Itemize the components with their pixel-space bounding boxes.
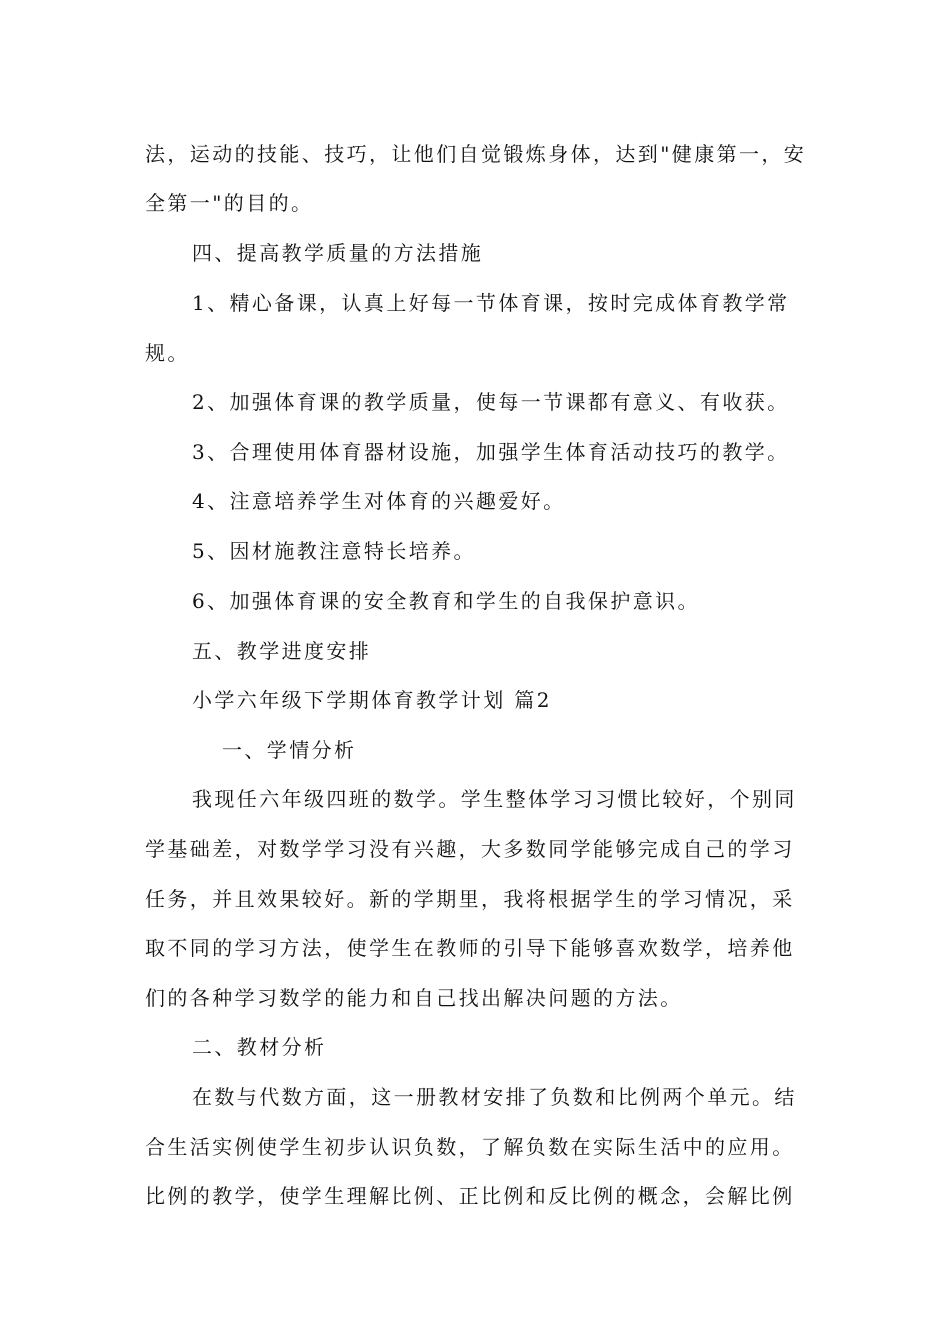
paragraph-line: 全第一"的目的。: [145, 191, 314, 215]
list-item: 4、注意培养学生对体育的兴趣爱好。: [192, 489, 566, 513]
list-item: 3、合理使用体育器材设施，加强学生体育活动技巧的教学。: [192, 440, 790, 464]
list-item: 1、精心备课，认真上好每一节体育课，按时完成体育教学常: [192, 291, 790, 315]
paragraph-line: 取不同的学习方法，使学生在教师的引导下能够喜欢数学，培养他: [145, 936, 795, 960]
paragraph-line: 法，运动的技能、技巧，让他们自觉锻炼身体，达到"健康第一，安: [145, 142, 807, 166]
section-heading: 二、教材分析: [192, 1035, 327, 1059]
paragraph-line: 任务，并且效果较好。新的学期里，我将根据学生的学习情况，采: [145, 887, 795, 911]
article-title: 小学六年级下学期体育教学计划 篇2: [192, 688, 552, 712]
list-item: 6、加强体育课的安全教育和学生的自我保护意识。: [192, 589, 700, 613]
paragraph-line: 在数与代数方面，这一册教材安排了负数和比例两个单元。结: [192, 1085, 797, 1109]
list-item: 5、因材施教注意特长培养。: [192, 539, 476, 563]
paragraph-line: 规。: [145, 341, 190, 365]
section-heading: 四、提高教学质量的方法措施: [192, 241, 484, 265]
list-item: 2、加强体育课的教学质量，使每一节课都有意义、有收获。: [192, 390, 790, 414]
paragraph-line: 比例的教学，使学生理解比例、正比例和反比例的概念，会解比例: [145, 1184, 795, 1208]
section-heading: 一、学情分析: [222, 738, 357, 762]
section-heading: 五、教学进度安排: [192, 639, 372, 663]
paragraph-line: 们的各种学习数学的能力和自己找出解决问题的方法。: [145, 986, 683, 1010]
paragraph-line: 我现任六年级四班的数学。学生整体学习习惯比较好，个别同: [192, 787, 797, 811]
paragraph-line: 学基础差，对数学学习没有兴趣，大多数同学能够完成自己的学习: [145, 837, 795, 861]
paragraph-line: 合生活实例使学生初步认识负数，了解负数在实际生活中的应用。: [145, 1135, 795, 1159]
